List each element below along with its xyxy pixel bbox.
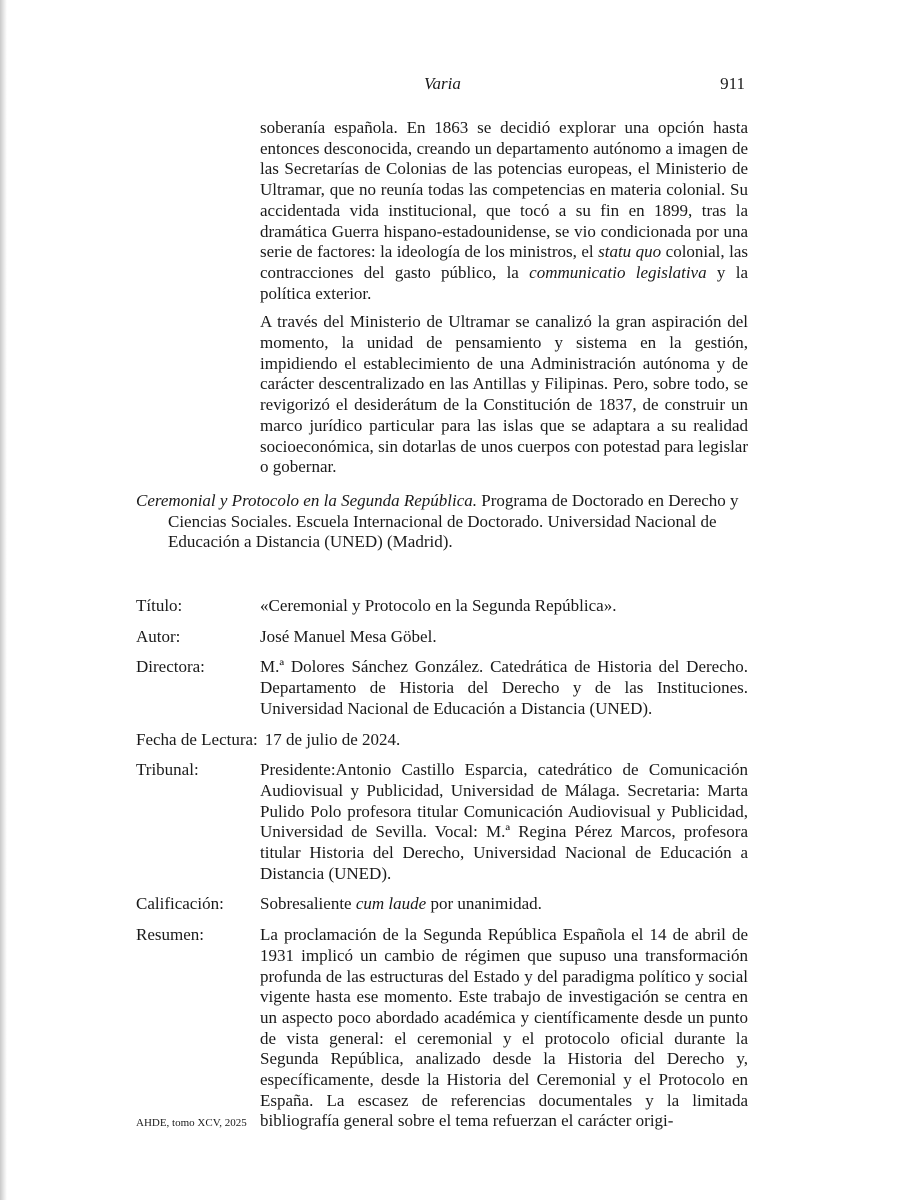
field-label: Tribunal: bbox=[136, 760, 199, 780]
paragraph-1-segment: soberanía española. En 1863 se decidió explorar una opción hasta entonces desconocida, creando un departamento autónomo a imagen de las Secretarías de Colonias de las potencias europeas, el Ministerio de Ultramar, que no reunía todas las competencias en materia colonial. Su accidentada vida institucional, que tocó a su fin en 1899, tras la dramática Guerra hispano-estadounidense, se vio condicionada por una serie de factores: la ideología de los ministros, el bbox=[260, 118, 748, 262]
citation-details: Programa de Doctorado en Derecho y Ciencias Sociales. Escuela Internacional de Doctorado. Universidad Nacional de Educación a Distancia (UNED) (Madrid). bbox=[168, 491, 739, 552]
calificacion-segment: por unanimidad. bbox=[426, 894, 542, 914]
field-directora bbox=[136, 657, 748, 719]
field-value: 17 de julio de 2024. bbox=[264, 729, 401, 749]
page-footer: AHDE, tomo XCV, 2025 bbox=[136, 1117, 247, 1129]
field-titulo bbox=[136, 596, 748, 617]
field-fecha-lectura bbox=[136, 730, 748, 751]
field-label: Resumen: bbox=[136, 925, 204, 945]
field-value: José Manuel Mesa Göbel. bbox=[260, 626, 437, 646]
paragraph-1-italic-statu-quo: statu quo bbox=[598, 242, 662, 262]
field-autor bbox=[136, 627, 748, 648]
calificacion-segment: Sobresaliente bbox=[260, 894, 356, 914]
paragraph-2: A través del Ministerio de Ultramar se canalizó la gran aspiración del momento, la unidad de pensamiento y sistema en la gestión, impidiendo el establecimiento de una Administración autónoma y de carácter descentralizado en las Antillas y Filipinas. Pero, sobre todo, se revigorizó el desiderátum de la Constitución de 1837, de construir un marco jurídico particular para las islas que se adaptara a su realidad socioeconómica, sin dotarlas de unos cuerpos con potestad para legislar o gobernar. bbox=[260, 312, 748, 477]
field-label: Directora: bbox=[136, 657, 205, 677]
field-value: M.ª Dolores Sánchez González. Catedrática de Historia del Derecho. Departamento de Historia del Derecho y de las Instituciones. Universidad Nacional de Educación a Distancia (UNED). bbox=[260, 657, 748, 718]
page-number: 911 bbox=[720, 74, 745, 93]
field-label: Título: bbox=[136, 596, 183, 615]
field-resumen bbox=[136, 925, 748, 1132]
paragraph-1-segment: y la política exterior. bbox=[260, 262, 748, 303]
field-tribunal bbox=[136, 760, 748, 884]
calificacion-italic: cum laude bbox=[355, 894, 427, 914]
field-label: Fecha de Lectura: bbox=[136, 729, 258, 749]
field-value: Presidente:Antonio Castillo Esparcia, catedrático de Comunicación Audiovisual y Publicidad, Universidad de Málaga. Secretaria: Marta Pulido Polo profesora titular Comunicación Audiovisual y Publicidad, Universidad de Sevilla. Vocal: M.ª Regina Pérez Marcos, profesora titular Historia del Derecho, Universidad Nacional de Educación a Distancia (UNED). bbox=[260, 760, 748, 883]
field-label: Calificación: bbox=[136, 894, 224, 914]
field-value bbox=[260, 894, 748, 915]
thesis-fields bbox=[136, 596, 748, 1142]
paragraph-1-segment: colonial, las contracciones del gasto público, la bbox=[260, 242, 749, 282]
paragraph-1 bbox=[260, 118, 748, 304]
field-label: Autor: bbox=[136, 626, 181, 646]
body-text bbox=[260, 118, 748, 486]
thesis-citation bbox=[136, 491, 748, 553]
citation-title: Ceremonial y Protocolo en la Segunda República. bbox=[136, 491, 478, 510]
running-head bbox=[0, 74, 897, 98]
paragraph-1-italic-communicatio: communicatio legislativa bbox=[529, 262, 707, 282]
field-calificacion bbox=[136, 894, 748, 915]
running-title: Varia bbox=[424, 74, 461, 93]
field-value: «Ceremonial y Protocolo en la Segunda República». bbox=[260, 596, 617, 615]
field-value: La proclamación de la Segunda República Española el 14 de abril de 1931 implicó un cambio de régimen que supuso una transformación profunda de las estructuras del Estado y del paradigma político y social vigente hasta ese momento. Este trabajo de investigación se centra en un aspecto poco abordado académica y científicamente desde un punto de vista general: el ceremonial y el protocolo oficial durante la Segunda República, analizado desde la Historia del Derecho y, específicamente, desde la Historia del Ceremonial y el Protocolo en España. La escasez de referencias documentales y la limitada bibliografía general sobre el tema refuerzan el carácter origi- bbox=[260, 925, 748, 1131]
